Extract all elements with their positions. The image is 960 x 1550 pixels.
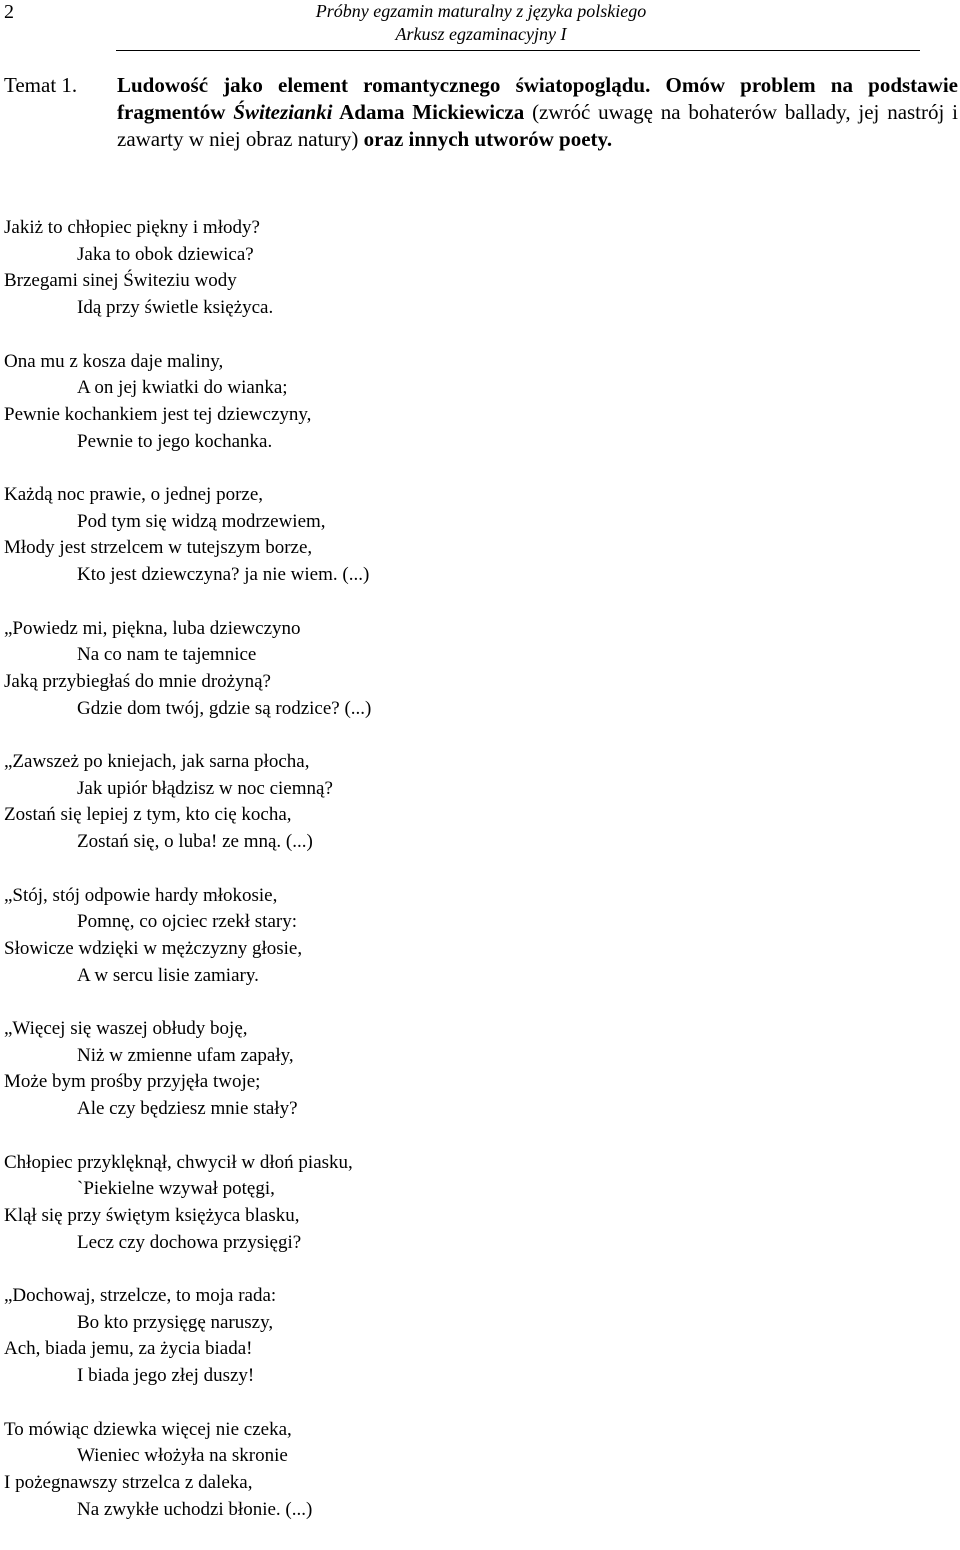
poem-verse: Pewnie to jego kochanka. bbox=[77, 430, 273, 452]
topic-lead: Ludowość jako element romantycznego światopoglądu. Omów problem na podstawie fragmentów bbox=[117, 73, 958, 124]
poem-verse: Wieniec włożyła na skronie bbox=[77, 1445, 288, 1467]
work-title: Świtezianki bbox=[233, 100, 333, 124]
poem-verse: „Powiedz mi, piękna, luba dziewczyno bbox=[4, 617, 301, 639]
poem-verse: Pod tym się widzą modrzewiem, bbox=[77, 510, 326, 532]
poem-stanza bbox=[4, 215, 371, 322]
poem-verse: Klął się przy świętym księżyca blasku, bbox=[4, 1204, 300, 1226]
poem-verse: Słowicze wdzięki w mężczyzny głosie, bbox=[4, 937, 303, 959]
poem-verse: Chłopiec przyklęknął, chwycił w dłoń piasku, bbox=[4, 1151, 353, 1173]
poem-verse: Jaka to obok dziewica? bbox=[77, 243, 254, 265]
poem-verse: „Stój, stój odpowie hardy młokosie, bbox=[4, 884, 278, 906]
poem-stanza bbox=[4, 1016, 371, 1123]
poem-stanza bbox=[4, 883, 371, 990]
page-header bbox=[0, 0, 960, 46]
poem-verse: `Piekielne wzywał potęgi, bbox=[77, 1178, 275, 1200]
topic-text bbox=[117, 72, 958, 153]
poem-verse: Może bym prośby przyjęła twoje; bbox=[4, 1071, 261, 1093]
topic-instruction: (zwróć uwagę na bohaterów ballady, jej nastrój i zawarty w niej obraz natury) bbox=[117, 100, 958, 151]
poem-stanza bbox=[4, 1150, 371, 1257]
sheet-title: Arkusz egzaminacyjny I bbox=[395, 24, 567, 44]
poem-verse: Młody jest strzelcem w tutejszym borze, bbox=[4, 537, 313, 559]
poem-verse: Ona mu z kosza daje maliny, bbox=[4, 350, 224, 372]
poem-verse: „Zawszeż po kniejach, jak sarna płocha, bbox=[4, 751, 310, 772]
poem-verse: Niż w zmienne ufam zapały, bbox=[77, 1044, 294, 1066]
page-number: 2 bbox=[4, 1, 14, 23]
topic-author: Adama Mickiewicza bbox=[332, 100, 525, 124]
poem-verse: To mówiąc dziewka więcej nie czeka, bbox=[4, 1418, 292, 1440]
poem-verse: Ale czy będziesz mnie stały? bbox=[77, 1098, 298, 1120]
poem-verse: Jakiż to chłopiec piękny i młody? bbox=[4, 217, 260, 238]
poem-stanza bbox=[4, 616, 371, 723]
poem-verse: I pożegnawszy strzelca z daleka, bbox=[4, 1471, 253, 1493]
topic-tail: oraz innych utworów poety. bbox=[363, 127, 613, 151]
poem-stanza bbox=[4, 482, 371, 589]
poem-verse: Kto jest dziewczyna? ja nie wiem. (...) bbox=[77, 564, 370, 586]
poem-verse: Bo kto przysięgę naruszy, bbox=[77, 1311, 274, 1333]
header-divider bbox=[116, 50, 920, 51]
poem-stanza bbox=[4, 1283, 371, 1390]
poem-verse: Zostań się, o luba! ze mną. (...) bbox=[77, 831, 313, 853]
poem-stanza bbox=[4, 1417, 371, 1524]
poem-stanza bbox=[4, 349, 371, 456]
poem-verse: Brzegami sinej Świteziu wody bbox=[4, 270, 237, 292]
poem-verse: „Więcej się waszej obłudy boję, bbox=[4, 1018, 248, 1039]
poem-verse: Ach, biada jemu, za życia biada! bbox=[4, 1338, 253, 1360]
poem bbox=[4, 215, 371, 1550]
exam-title: Próbny egzamin maturalny z języka polskiego bbox=[315, 1, 647, 21]
topic-block bbox=[4, 72, 958, 153]
poem-verse: Każdą noc prawie, o jednej porze, bbox=[4, 484, 264, 505]
poem-verse: Na zwykłe uchodzi błonie. (...) bbox=[77, 1498, 313, 1520]
poem-verse: Gdzie dom twój, gdzie są rodzice? (...) bbox=[77, 697, 372, 719]
poem-verse: Jaką przybiegłaś do mnie drożyną? bbox=[4, 670, 271, 692]
poem-verse: Idą przy świetle księżyca. bbox=[77, 297, 274, 319]
poem-verse: Zostań się lepiej z tym, kto cię kocha, bbox=[4, 804, 292, 826]
poem-verse: Jak upiór błądzisz w noc ciemną? bbox=[77, 777, 333, 799]
poem-verse: „Dochowaj, strzelcze, to moja rada: bbox=[4, 1285, 277, 1306]
poem-stanza bbox=[4, 749, 371, 856]
poem-verse: Pewnie kochankiem jest tej dziewczyny, bbox=[4, 403, 312, 425]
poem-verse: A on jej kwiatki do wianka; bbox=[77, 377, 288, 399]
poem-verse: Na co nam te tajemnice bbox=[77, 644, 257, 666]
poem-verse: A w sercu lisie zamiary. bbox=[77, 964, 259, 986]
poem-verse: Lecz czy dochowa przysięgi? bbox=[77, 1231, 302, 1253]
poem-verse: I biada jego złej duszy! bbox=[77, 1365, 255, 1387]
poem-verse: Pomnę, co ojciec rzekł stary: bbox=[77, 911, 298, 933]
topic-label: Temat 1. bbox=[4, 73, 78, 97]
